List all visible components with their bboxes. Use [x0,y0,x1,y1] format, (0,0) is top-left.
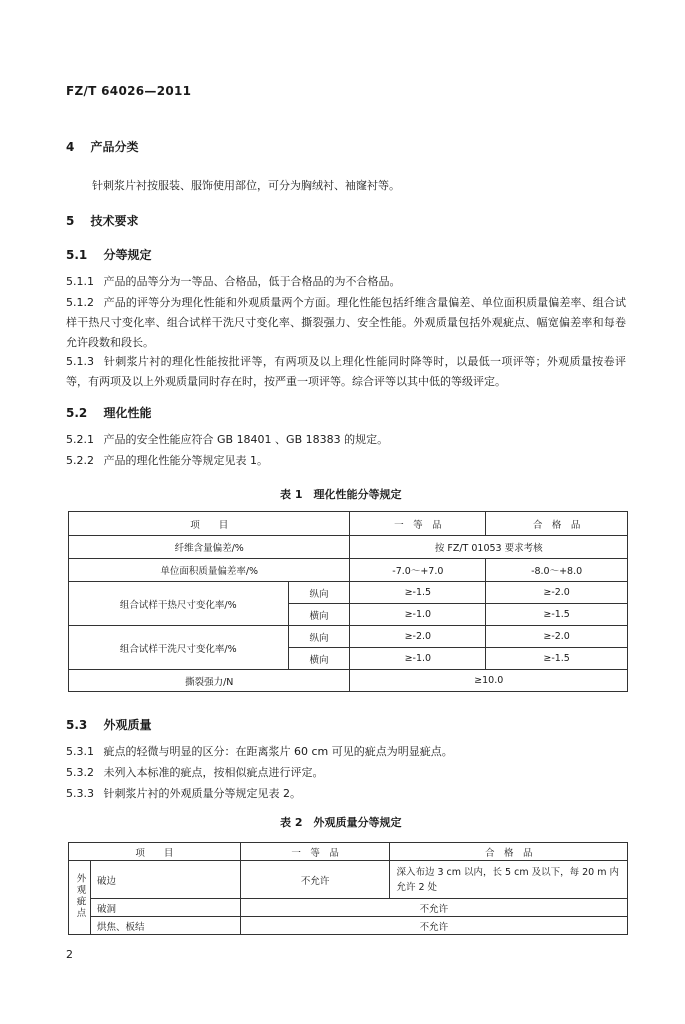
section-title: 产品分类 [90,140,139,154]
section-number: 5.2 [66,406,88,420]
row-label: 撕裂强力/N [69,670,350,692]
cell-value: ≥-1.5 [486,604,628,626]
clause-5-2-2 [66,451,626,471]
section-number: 5.3 [66,718,88,732]
section-4-text: 针刺浆片衬按服装、服饰使用部位，可分为胸绒衬、袖窿衬等。 [92,179,400,192]
row-label: 组合试样干热尺寸变化率/% [69,582,289,626]
cell-value: 按 FZ/T 01053 要求考核 [350,536,628,559]
cell-value: ≥-1.0 [350,604,486,626]
cell-value: ≥-2.0 [350,626,486,648]
cell-value: ≥-2.0 [486,582,628,604]
document-header: FZ/T 64026—2011 [66,84,192,98]
row-label: 组合试样干洗尺寸变化率/% [69,626,289,670]
clause-5-1-2 [66,293,626,353]
section-5-2-heading [66,404,151,421]
table-2 [68,842,628,935]
section-title: 分等规定 [103,248,152,262]
table-2-caption: 表 2 外观质量分等规定 [280,816,402,829]
section-title: 技术要求 [90,214,139,228]
clause-5-3-1 [66,742,626,762]
col-header-item: 项 目 [69,843,241,861]
table-1-caption: 表 1 理化性能分等规定 [280,488,402,501]
clause-number: 5.1.1 [66,275,94,288]
clause-text: 针刺浆片衬的理化性能按批评等，有两项及以上理化性能同时降等时，以最低一项评等；外观质量按卷评等，有两项及以上外观质量同时存在时，按严重一项评等。综合评等以其中低的等级评定。 [66,355,626,388]
cell-value: ≥10.0 [350,670,628,692]
clause-text: 针刺浆片衬的外观质量分等规定见表 2。 [103,787,301,800]
clause-text: 产品的安全性能应符合 GB 18401 、GB 18383 的规定。 [103,433,389,446]
sub-label: 横向 [288,604,350,626]
clause-text: 产品的评等分为理化性能和外观质量两个方面。理化性能包括纤维含量偏差、单位面积质量偏差率、组合试样干热尺寸变化率、组合试样干洗尺寸变化率、撕裂强力、安全性能。外观质量包括外观疵点、幅宽偏差率和每卷允许段数和段长。 [66,296,627,349]
clause-5-2-1 [66,430,626,450]
cell-value: 不允许 [240,861,390,899]
section-title: 理化性能 [103,406,152,420]
clause-5-1-1 [66,272,626,292]
cell-value: 不允许 [240,917,627,935]
sub-label: 纵向 [288,626,350,648]
clause-text: 产品的品等分为一等品、合格品，低于合格品的为不合格品。 [103,275,401,288]
section-5-1-heading [66,246,151,263]
col-header-first: 一 等 品 [240,843,390,861]
row-label: 烘焦、板结 [90,917,240,935]
col-header-pass: 合 格 品 [486,512,628,536]
clause-text: 疵点的轻微与明显的区分：在距离浆片 60 cm 可见的疵点为明显疵点。 [103,745,453,758]
table-1 [68,511,628,692]
row-label: 单位面积质量偏差率/% [69,559,350,582]
row-label: 纤维含量偏差/% [69,536,350,559]
col-header-item: 项 目 [69,512,350,536]
row-label: 破洞 [90,899,240,917]
sub-label: 横向 [288,648,350,670]
cell-value: 深入布边 3 cm 以内，长 5 cm 及以下，每 20 m 内允许 2 处 [390,861,628,899]
clause-number: 5.2.2 [66,454,94,467]
clause-5-3-2 [66,763,626,783]
clause-5-1-3 [66,352,626,392]
section-5-heading [66,212,139,229]
clause-number: 5.1.2 [66,296,94,309]
cell-value: -8.0～+8.0 [486,559,628,582]
cell-value: 不允许 [240,899,627,917]
cell-value: ≥-1.5 [486,648,628,670]
section-5-3-heading [66,716,151,733]
group-label: 外观疵点 [69,861,91,935]
clause-number: 5.3.2 [66,766,94,779]
cell-value: -7.0～+7.0 [350,559,486,582]
col-header-pass: 合 格 品 [390,843,628,861]
clause-5-3-3 [66,784,626,804]
section-4-heading [66,138,139,155]
clause-number: 5.2.1 [66,433,94,446]
section-number: 4 [66,140,75,154]
page-number: 2 [66,948,73,961]
clause-text: 产品的理化性能分等规定见表 1。 [103,454,268,467]
cell-value: ≥-1.0 [350,648,486,670]
sub-label: 纵向 [288,582,350,604]
clause-number: 5.1.3 [66,355,94,368]
clause-text: 未列入本标准的疵点，按相似疵点进行评定。 [103,766,324,779]
section-number: 5 [66,214,75,228]
col-header-first: 一 等 品 [350,512,486,536]
section-title: 外观质量 [103,718,152,732]
cell-value: ≥-1.5 [350,582,486,604]
row-label: 破边 [90,861,240,899]
clause-number: 5.3.1 [66,745,94,758]
clause-number: 5.3.3 [66,787,94,800]
cell-value: ≥-2.0 [486,626,628,648]
section-number: 5.1 [66,248,88,262]
